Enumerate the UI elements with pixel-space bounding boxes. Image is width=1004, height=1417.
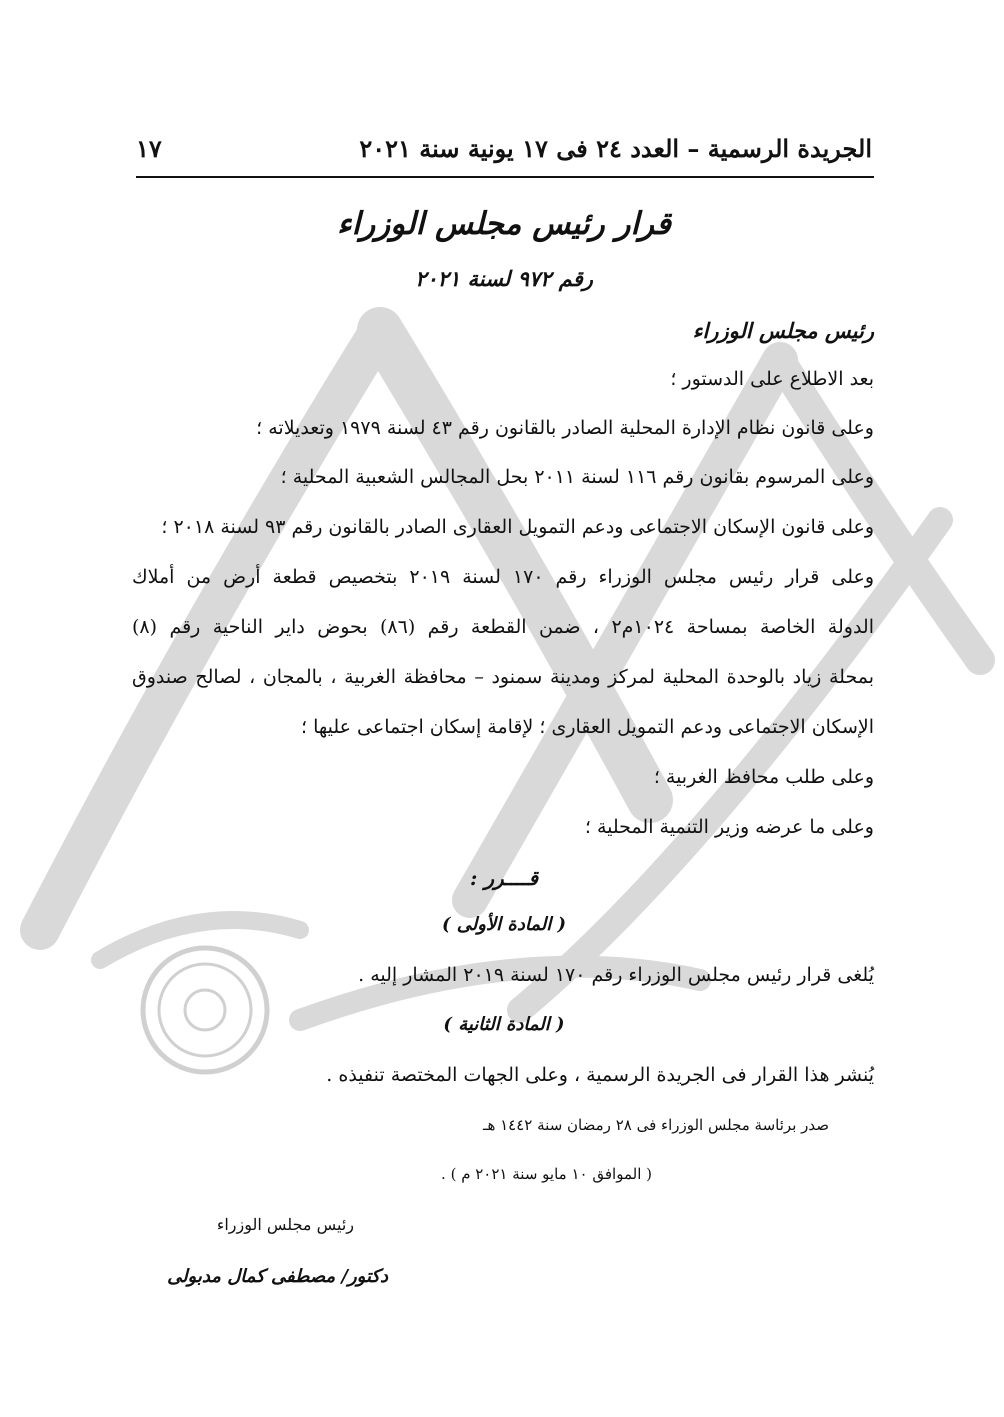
seal-icon [143, 948, 267, 1072]
recital-prior-decree-line-3: بمحلة زياد بالوحدة المحلية لمركز ومدينة سمنود – محافظة الغربية ، بالمجان ، لصالح صندوق [132, 666, 874, 688]
recital-housing-law: وعلى قانون الإسكان الاجتماعى ودعم التمويل العقارى الصادر بالقانون رقم ٩٣ لسنة ٢٠١٨ ؛ [161, 516, 874, 538]
decided-heading: قــــرر : [469, 866, 539, 890]
corresponding-date: ( الموافق ١٠ مايو سنة ٢٠٢١ م ) . [441, 1165, 652, 1183]
article-2-text: يُنشر هذا القرار فى الجريدة الرسمية ، وعلى الجهات المختصة تنفيذه . [326, 1064, 874, 1086]
issuance-date: صدر برئاسة مجلس الوزراء فى ٢٨ رمضان سنة ١٤٤٢ هـ [483, 1116, 829, 1134]
recital-constitution: بعد الاطلاع على الدستور ؛ [670, 368, 874, 390]
decree-number: رقم ٩٧٢ لسنة ٢٠٢١ [415, 266, 593, 291]
recital-governor-request: وعلى طلب محافظ الغربية ؛ [653, 766, 874, 788]
article-2-heading: ( المادة الثانية ) [443, 1014, 565, 1035]
article-1-text: يُلغى قرار رئيس مجلس الوزراء رقم ١٧٠ لسنة ٢٠١٩ المشار إليه . [358, 964, 874, 986]
recital-prior-decree-line-4: الإسكان الاجتماعى ودعم التمويل العقارى ؛ لإقامة إسكان اجتماعى عليها ؛ [301, 716, 874, 738]
issuer-heading: رئيس مجلس الوزراء [692, 318, 874, 343]
recital-decree-law: وعلى المرسوم بقانون رقم ١١٦ لسنة ٢٠١١ بحل المجالس الشعبية المحلية ؛ [280, 466, 874, 488]
decree-title: قرار رئيس مجلس الوزراء [337, 206, 671, 242]
article-1-heading: ( المادة الأولى ) [441, 914, 567, 935]
recital-minister-submission: وعلى ما عرضه وزير التنمية المحلية ؛ [584, 816, 874, 838]
page-number: ١٧ [136, 133, 162, 163]
recital-local-admin-law: وعلى قانون نظام الإدارة المحلية الصادر بالقانون رقم ٤٣ لسنة ١٩٧٩ وتعديلاته ؛ [256, 417, 874, 439]
recital-prior-decree-line-1: وعلى قرار رئيس مجلس الوزراء رقم ١٧٠ لسنة ٢٠١٩ بتخصيص قطعة أرض من أملاك [132, 566, 874, 588]
recital-prior-decree-line-2: الدولة الخاصة بمساحة ١٠٢٤م٢ ، ضمن القطعة رقم (٨٦) بحوض داير الناحية رقم (٨) [132, 616, 874, 638]
header-divider [136, 176, 874, 178]
signature-title: رئيس مجلس الوزراء [216, 1215, 354, 1234]
publication-line: الجريدة الرسمية – العدد ٢٤ فى ١٧ يونية سنة ٢٠٢١ [359, 133, 872, 163]
page-header [136, 128, 872, 168]
signature-name: دكتور/ مصطفى كمال مدبولى [167, 1266, 388, 1287]
